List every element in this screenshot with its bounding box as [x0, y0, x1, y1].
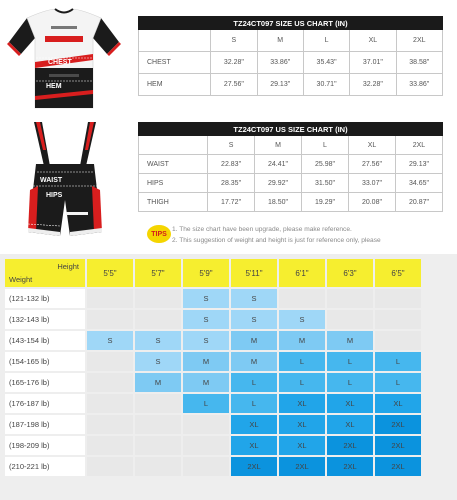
weight-row: [5, 457, 421, 476]
size-recommendation-cell: M: [135, 373, 181, 392]
tips-text: [172, 224, 381, 246]
height-header: 6'5": [375, 259, 421, 287]
size-header: M: [257, 30, 303, 52]
size-recommendation-cell: L: [231, 373, 277, 392]
size-recommendation-cell: S: [87, 331, 133, 350]
table-cell: 33.86": [257, 52, 303, 74]
size-recommendation-cell: L: [375, 352, 421, 371]
size-recommendation-cell: XL: [327, 415, 373, 434]
table-cell: 32.28": [211, 52, 257, 74]
height-header: 6'3": [327, 259, 373, 287]
table-cell: 35.43": [303, 52, 349, 74]
weight-range-label: (132-143 lb): [5, 310, 85, 329]
weight-row: [5, 373, 421, 392]
size-recommendation-cell: L: [279, 373, 325, 392]
size-recommendation-cell: S: [183, 310, 229, 329]
empty-cell: [327, 310, 373, 329]
weight-range-label: (121-132 lb): [5, 289, 85, 308]
weight-row: [5, 415, 421, 434]
size-recommendation-cell: XL: [231, 415, 277, 434]
size-recommendation-cell: 2XL: [375, 415, 421, 434]
table-cell: 28.35": [208, 174, 255, 193]
size-recommendation-cell: L: [231, 394, 277, 413]
empty-cell: [135, 310, 181, 329]
jersey-chest-label: CHEST: [48, 59, 72, 66]
empty-cell: [87, 289, 133, 308]
table-cell: 29.92": [255, 174, 302, 193]
weight-height-grid: [3, 257, 423, 478]
size-header: 2XL: [396, 30, 442, 52]
jersey-size-table: [138, 16, 443, 96]
empty-cell: [135, 436, 181, 455]
tips-line-2: 2. This suggestion of weight and height is just for reference only, please: [172, 237, 381, 244]
height-header: 5'7": [135, 259, 181, 287]
row-label: HIPS: [139, 174, 208, 193]
size-recommendation-cell: S: [135, 352, 181, 371]
empty-cell: [375, 310, 421, 329]
table-row: [139, 74, 443, 96]
size-recommendation-cell: M: [231, 331, 277, 350]
size-recommendation-cell: XL: [231, 436, 277, 455]
size-header: M: [255, 136, 302, 155]
table-cell: 31.50": [302, 174, 349, 193]
table-cell: 19.29": [302, 193, 349, 212]
size-recommendation-cell: S: [231, 310, 277, 329]
size-header: L: [302, 136, 349, 155]
size-recommendation-cell: XL: [279, 415, 325, 434]
table-cell: 27.56": [348, 155, 395, 174]
tips-badge: TIPS: [147, 225, 171, 243]
weight-row: [5, 331, 421, 350]
height-header: 5'9": [183, 259, 229, 287]
size-recommendation-cell: S: [135, 331, 181, 350]
table-cell: 20.87": [395, 193, 442, 212]
size-recommendation-cell: L: [279, 352, 325, 371]
height-header: 5'5": [87, 259, 133, 287]
empty-cell: [87, 415, 133, 434]
height-header-row: [5, 259, 421, 287]
bib-hips-label: HIPS: [46, 192, 63, 199]
table-cell: 27.56": [211, 74, 257, 96]
empty-cell: [183, 415, 229, 434]
size-recommendation-cell: L: [375, 373, 421, 392]
size-recommendation-cell: S: [183, 331, 229, 350]
size-recommendation-cell: XL: [375, 394, 421, 413]
weight-range-label: (143-154 lb): [5, 331, 85, 350]
size-recommendation-cell: 2XL: [327, 457, 373, 476]
table-cell: 29.13": [257, 74, 303, 96]
weight-range-label: (210-221 lb): [5, 457, 85, 476]
empty-cell: [87, 457, 133, 476]
size-header: XL: [350, 30, 396, 52]
size-recommendation-cell: 2XL: [375, 457, 421, 476]
size-recommendation-cell: L: [327, 352, 373, 371]
size-recommendation-cell: L: [183, 394, 229, 413]
table-cell: 30.71": [303, 74, 349, 96]
empty-cell: [327, 289, 373, 308]
weight-row: [5, 289, 421, 308]
table-cell: 32.28": [350, 74, 396, 96]
empty-cell: [135, 415, 181, 434]
tips-line-1: 1. The size chart have been upgrade, please make reference.: [172, 226, 352, 233]
table-cell: 24.41": [255, 155, 302, 174]
table-cell: 20.08": [348, 193, 395, 212]
weight-range-label: (187-198 lb): [5, 415, 85, 434]
height-header: 5'11": [231, 259, 277, 287]
row-label: CHEST: [139, 52, 211, 74]
weight-range-label: (165-176 lb): [5, 373, 85, 392]
bib-thigh-label: THIGH: [13, 241, 35, 248]
size-header: 2XL: [395, 136, 442, 155]
weight-row: [5, 352, 421, 371]
table-cell: 34.65": [395, 174, 442, 193]
size-header-blank: [139, 136, 208, 155]
weight-row: [5, 436, 421, 455]
empty-cell: [87, 436, 133, 455]
empty-cell: [87, 352, 133, 371]
size-recommendation-cell: 2XL: [327, 436, 373, 455]
row-label: THIGH: [139, 193, 208, 212]
empty-cell: [183, 436, 229, 455]
size-header: S: [211, 30, 257, 52]
table-cell: 38.58": [396, 52, 442, 74]
bib-size-table: [138, 122, 443, 212]
size-recommendation-cell: M: [183, 373, 229, 392]
size-header-blank: [139, 30, 211, 52]
empty-cell: [87, 310, 133, 329]
table-cell: 17.72": [208, 193, 255, 212]
table-row: [139, 193, 443, 212]
bib-shorts-image: [6, 120, 124, 250]
table-cell: 18.50": [255, 193, 302, 212]
empty-cell: [279, 289, 325, 308]
size-header: XL: [348, 136, 395, 155]
size-recommendation-cell: XL: [327, 394, 373, 413]
size-recommendation-cell: 2XL: [375, 436, 421, 455]
chart-corner: [5, 259, 85, 287]
size-recommendation-cell: M: [279, 331, 325, 350]
table-cell: 22.83": [208, 155, 255, 174]
size-recommendation-cell: L: [327, 373, 373, 392]
table-cell: 37.01": [350, 52, 396, 74]
empty-cell: [87, 373, 133, 392]
empty-cell: [135, 289, 181, 308]
size-recommendation-cell: S: [183, 289, 229, 308]
bib-shorts-illustration: [6, 120, 124, 250]
weight-range-label: (198-209 lb): [5, 436, 85, 455]
weight-row: [5, 310, 421, 329]
empty-cell: [183, 457, 229, 476]
weight-height-chart: [0, 254, 457, 500]
size-recommendation-cell: XL: [279, 436, 325, 455]
height-header: 6'1": [279, 259, 325, 287]
size-recommendation-cell: M: [327, 331, 373, 350]
row-label: WAIST: [139, 155, 208, 174]
weight-range-label: (176-187 lb): [5, 394, 85, 413]
size-recommendation-cell: M: [231, 352, 277, 371]
weight-axis-label: Weight: [9, 275, 33, 284]
weight-range-label: (154-165 lb): [5, 352, 85, 371]
size-recommendation-cell: 2XL: [231, 457, 277, 476]
jersey-hem-label: HEM: [46, 83, 62, 90]
size-header: L: [303, 30, 349, 52]
empty-cell: [87, 394, 133, 413]
size-recommendation-cell: S: [231, 289, 277, 308]
table-cell: 25.98": [302, 155, 349, 174]
table-cell: 29.13": [395, 155, 442, 174]
row-label: HEM: [139, 74, 211, 96]
jersey-illustration: [5, 4, 123, 114]
table-cell: 33.86": [396, 74, 442, 96]
size-recommendation-cell: XL: [279, 394, 325, 413]
table-row: [139, 52, 443, 74]
empty-cell: [375, 289, 421, 308]
jersey-table-title: TZ24CT097 SIZE US CHART (IN): [139, 17, 443, 30]
table-row: [139, 174, 443, 193]
bib-table-title: TZ24CT097 US SIZE CHART (IN): [139, 123, 443, 136]
size-header: S: [208, 136, 255, 155]
empty-cell: [135, 457, 181, 476]
empty-cell: [135, 394, 181, 413]
table-cell: 33.07": [348, 174, 395, 193]
bib-waist-label: WAIST: [40, 177, 63, 184]
table-row: [139, 155, 443, 174]
size-recommendation-cell: 2XL: [279, 457, 325, 476]
empty-cell: [375, 331, 421, 350]
size-recommendation-cell: S: [279, 310, 325, 329]
height-axis-label: Height: [57, 262, 79, 271]
size-recommendation-cell: M: [183, 352, 229, 371]
weight-row: [5, 394, 421, 413]
